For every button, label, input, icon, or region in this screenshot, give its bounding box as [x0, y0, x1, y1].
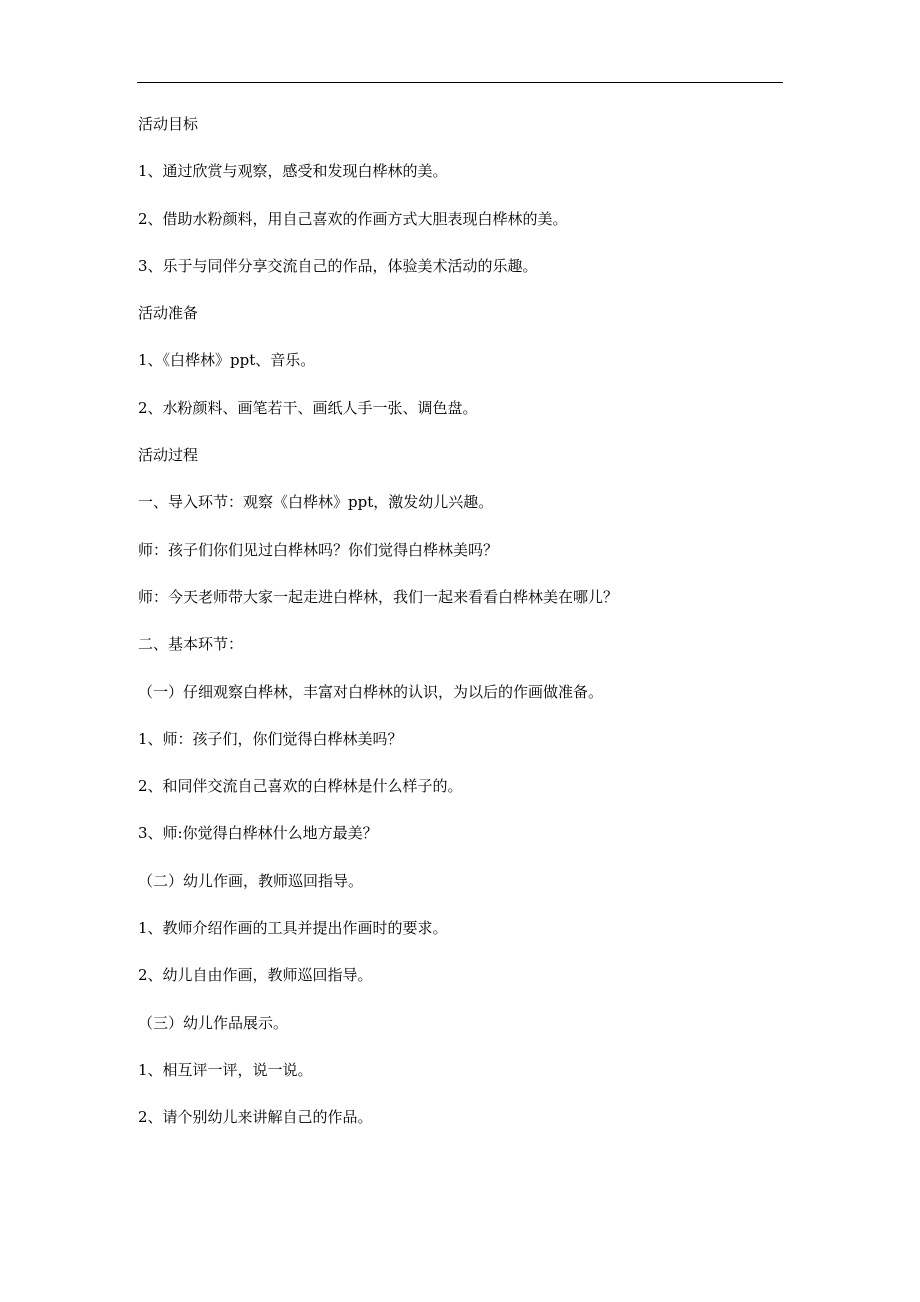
- process-text: 2、请个别幼儿来讲解自己的作品。: [138, 1108, 373, 1127]
- process-text: 2、和同伴交流自己喜欢的白桦林是什么样子的。: [138, 777, 463, 796]
- process-substep-3: （三）幼儿作品展示。: [138, 1013, 289, 1032]
- goal-item-3: 3、乐于与同伴分享交流自己的作品，体验美术活动的乐趣。: [138, 256, 538, 275]
- section-heading-preparation: 活动准备: [138, 304, 199, 323]
- goal-item-2: 2、借助水粉颜料，用自己喜欢的作画方式大胆表现白桦林的美。: [138, 209, 568, 228]
- preparation-item-1: 1、《白桦林》ppt、音乐。: [138, 351, 316, 370]
- process-text: 师：今天老师带大家一起走进白桦林，我们一起来看看白桦林美在哪儿？: [138, 587, 619, 606]
- process-text: 1、相互评一评，说一说。: [138, 1060, 313, 1079]
- section-heading-process: 活动过程: [138, 446, 199, 465]
- preparation-item-2: 2、水粉颜料、画笔若干、画纸人手一张、调色盘。: [138, 398, 478, 417]
- process-text: 师：孩子们你们见过白桦林吗？你们觉得白桦林美吗？: [138, 540, 499, 559]
- document-body: [138, 110, 778, 1151]
- process-substep-2: （二）幼儿作画，教师巡回指导。: [138, 871, 364, 890]
- process-text: 2、幼儿自由作画，教师巡回指导。: [138, 966, 373, 985]
- process-text: 1、师：孩子们，你们觉得白桦林美吗？: [138, 729, 403, 748]
- process-step-basic: 二、基本环节：: [138, 635, 244, 654]
- process-text: 1、教师介绍作画的工具并提出作画时的要求。: [138, 919, 448, 938]
- process-text: 3、师:你觉得白桦林什么地方最美？: [138, 824, 378, 843]
- goal-item-1: 1、通过欣赏与观察，感受和发现白桦林的美。: [138, 162, 448, 181]
- section-heading-goals: 活动目标: [138, 115, 199, 133]
- process-step-intro: 一、导入环节：观察《白桦林》ppt，激发幼儿兴趣。: [138, 493, 494, 512]
- header-rule: [137, 82, 783, 83]
- process-substep-1: （一）仔细观察白桦林，丰富对白桦林的认识，为以后的作画做准备。: [138, 682, 604, 701]
